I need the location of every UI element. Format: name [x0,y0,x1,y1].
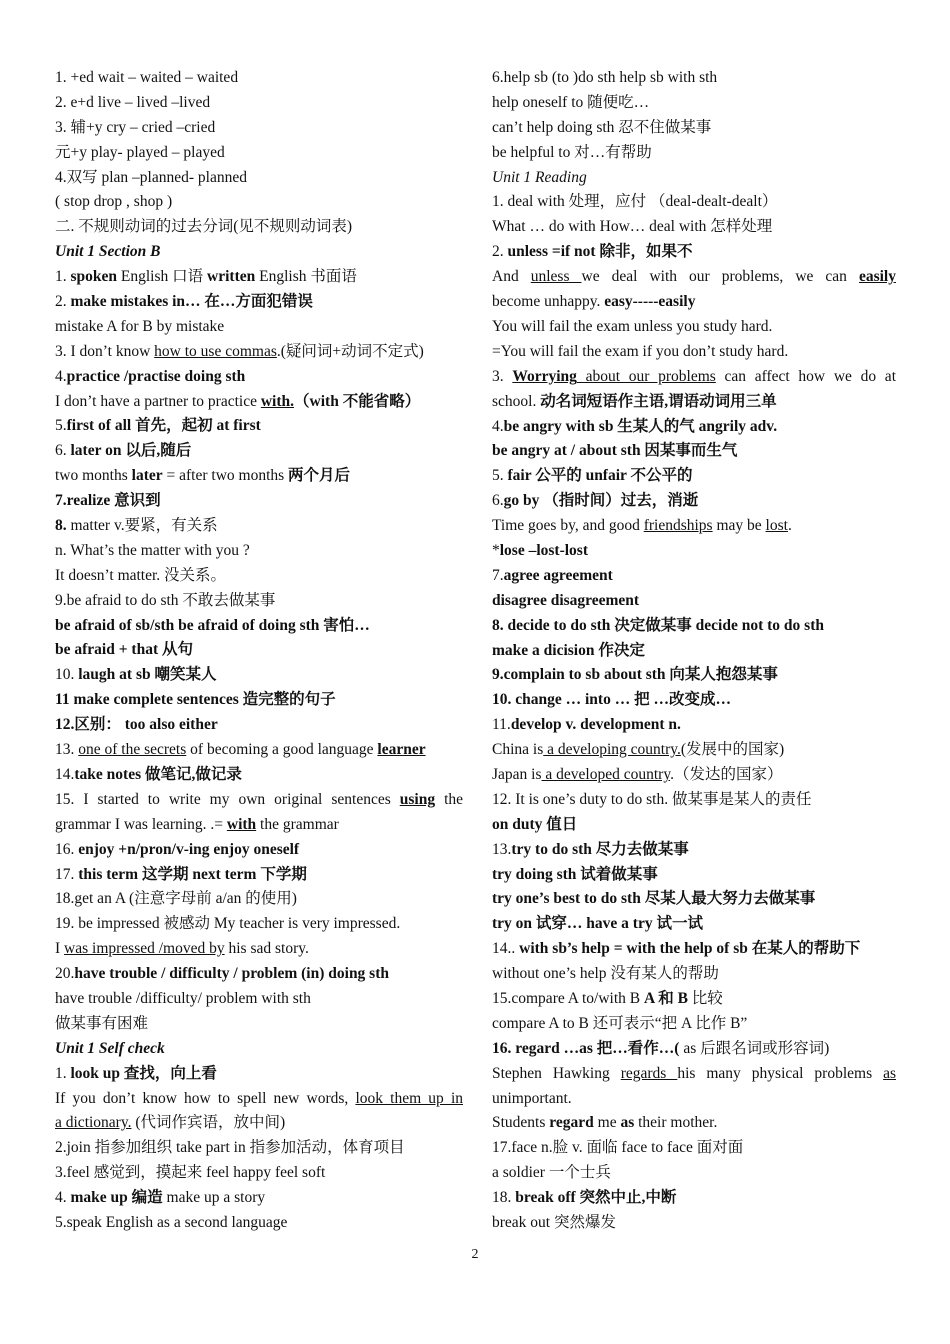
text-run: .(疑问词+动词不定式) [276,342,424,360]
right-line [492,1037,896,1062]
text-run: mistake A for B by mistake [55,317,225,335]
text-run: Stephen Hawking [492,1064,621,1082]
text-run: later on 以后,随后 [70,442,192,460]
text-run: be helpful to 对…有帮助 [492,143,652,161]
right-line [492,589,896,614]
text-run: 9.complain to sb about sth 向某人抱怨某事 [492,666,778,684]
text-run: 12.区别： too also either [55,716,218,734]
text-run: look up 查找，向上看 [70,1064,217,1082]
left-line [55,340,463,365]
right-line [492,663,896,688]
text-run: on duty 值日 [492,815,578,833]
text-run: their mother. [634,1114,718,1132]
right-line [492,639,896,664]
text-run: was impressed /moved by [64,940,225,958]
right-line [492,340,896,365]
right-line [492,688,896,713]
text-run: 14.. [492,940,520,958]
text-run: learner [377,741,426,759]
text-run: break off 突然中止,中断 [515,1189,677,1207]
text-run: lose –lost-lost [499,541,589,559]
text-run: a developing country. [543,741,681,759]
text-run: try on 试穿… have a try 试一试 [492,915,703,933]
text-run: one of the secrets [78,741,187,759]
text-run: 3. I don’t know [55,342,155,360]
text-run: Unit 1 Section B [55,243,161,261]
text-run: enjoy +n/pron/v-ing enjoy oneself [78,840,300,858]
text-run: 6. [492,492,504,510]
text-run: 5. [55,417,67,435]
right-line [492,514,896,539]
left-line [55,962,463,987]
left-line [55,1087,463,1112]
text-run: easy-----easily [604,293,696,311]
left-line [55,738,463,763]
right-line [492,1012,896,1037]
text-run: 11. [492,716,511,734]
left-line [55,414,463,439]
text-run: regard [549,1114,594,1132]
text-run: be afraid + that 从句 [55,641,193,659]
text-run: take notes 做笔记,做记录 [74,765,242,783]
text-run: 2.join 指参加组织 take part in 指参加活动，体育项目 [55,1139,405,1157]
text-run: 1. [55,1064,71,1082]
text-run: Worrying [512,367,577,385]
text-run: as [883,1064,896,1082]
left-line [55,265,463,290]
text-run: 17. [55,865,79,883]
text-run: a dictionary. [55,1114,132,1132]
text-run: =You will fail the exam if you don’t study hard. [492,342,789,360]
text-run: how to use commas [154,342,277,360]
text-run: 12. It is one’s duty to do sth. 做某事是某人的责任 [492,790,812,808]
right-line [492,713,896,738]
right-line [492,290,896,315]
right-line [492,937,896,962]
text-run: 1. deal with 处理，应付 （deal-dealt-dealt） [492,193,778,211]
text-run: 二. 不规则动词的过去分词(见不规则动词表) [55,218,353,236]
text-run: 4. [55,367,67,385]
text-run: I don’t have a partner to practice [55,392,261,410]
text-run: 5. [492,467,508,485]
right-line [492,1062,896,1087]
text-run: Unit 1 Reading [492,168,587,186]
text-run: make mistakes in… 在…方面犯错误 [70,293,313,311]
left-line [55,788,463,813]
text-run: 7. [492,566,504,584]
left-line [55,514,463,539]
text-run: 4. [55,1189,71,1207]
left-line [55,638,463,663]
right-line [492,962,896,987]
left-line [55,589,463,614]
text-run: 7.realize 意识到 [55,492,161,510]
left-line [55,390,463,415]
right-line [492,763,896,788]
text-run: grammar I was learning. .= [55,815,227,833]
page-number: 2 [471,1247,479,1262]
left-line [55,987,463,1012]
text-run: go by （指时间）过去，消逝 [503,492,699,510]
text-run: What … do with How… deal with 怎样处理 [492,218,773,236]
text-run: 元+y play- played – played [55,143,225,161]
text-run: 18. [492,1189,516,1207]
text-run: me [593,1114,621,1132]
text-run: develop v. development n. [510,716,681,734]
text-run: English 口语 [117,268,208,286]
text-run: written [207,268,256,286]
text-run: 2. e+d live – lived –lived [55,93,211,111]
text-run: be angry with sb 生某人的气 angrily adv. [503,417,778,435]
right-column [492,66,896,1236]
right-line [492,315,896,340]
text-run: with sb’s help = with the help of sb 在某人的帮助下 [519,940,861,958]
left-line [55,166,463,191]
text-run: make up 编造 [70,1189,163,1207]
text-run: compare A to B 还可表示“把 A 比作 B” [492,1014,748,1032]
text-run: (代词作宾语，放中间) [131,1114,286,1132]
text-run: try doing sth 试着做某事 [492,865,658,883]
text-run: You will fail the exam unless you study hard. [492,317,773,335]
right-line [492,489,896,514]
text-run: 10. change … into … 把 …改变成… [492,691,731,709]
text-run: .（发达的国家） [670,765,783,783]
text-run: 4. [492,417,504,435]
left-line [55,614,463,639]
text-run: * [492,541,500,559]
text-run: using [399,790,436,808]
text-run: 1. [55,268,71,286]
text-run: 15. I started to write my own original sentences [55,790,400,808]
text-run: 19. be impressed 被感动 My teacher is very impressed. [55,915,401,933]
text-run: 做某事有困难 [55,1014,149,1032]
text-run: . [787,517,792,535]
text-run: 10. [55,666,79,684]
text-run: disagree disagreement [492,591,640,609]
left-line [55,215,463,240]
text-run: 14. [55,765,75,783]
text-run: a developed country [541,765,671,783]
left-line [55,539,463,564]
text-run: spoken [70,268,118,286]
text-run: 6.help sb (to )do sth help sb with sth [492,69,718,86]
text-run: 8. decide to do sth 决定做某事 decide not to do sth [492,616,824,634]
text-run: look them up in [355,1089,463,1107]
text-run: try to do sth 尽力去做某事 [511,840,689,858]
text-run: with [226,815,257,833]
right-line [492,1211,896,1236]
left-line [55,1012,463,1037]
right-line [492,813,896,838]
left-line [55,887,463,912]
right-line [492,464,896,489]
text-run: fair 公平的 unfair 不公平的 [507,467,693,485]
text-run: later [131,467,163,485]
text-run: two months [55,467,132,485]
left-line [55,489,463,514]
text-run: the grammar [256,815,339,833]
text-run: 动名词短语作主语,谓语动词用三单 [540,392,777,410]
text-run: 16. regard …as 把…看作…( [492,1039,680,1057]
text-run: 4.双写 plan –planned- planned [55,168,247,186]
text-run: 18.get an A (注意字母前 a/an 的使用) [55,890,297,908]
left-line [55,688,463,713]
text-run: If you don’t know how to spell new words, [55,1089,356,1107]
left-line [55,190,463,215]
right-line [492,390,896,415]
text-run: be afraid of sb/sth be afraid of doing sth 害怕… [55,616,370,634]
right-line [492,215,896,240]
text-run: China is [492,741,544,759]
text-run: lost [765,517,788,535]
left-line [55,240,463,265]
right-line [492,265,896,290]
left-line [55,365,463,390]
right-line [492,240,896,265]
text-run: friendships [643,517,713,535]
right-line [492,66,896,91]
text-run: we deal with our problems, we can [581,268,859,286]
text-run: 2. [55,293,71,311]
right-line [492,190,896,215]
text-run: 两个月后 [288,467,351,485]
text-run: have trouble / difficulty / problem (in) doing sth [74,965,389,983]
left-line [55,713,463,738]
left-line [55,838,463,863]
left-line [55,663,463,688]
text-run: become unhappy. [492,293,605,311]
text-run: as [620,1114,635,1132]
text-run: as 后跟名词或形容词) [679,1039,830,1057]
right-line [492,1161,896,1186]
left-line [55,912,463,937]
text-run: have trouble /difficulty/ problem with sth [55,989,311,1007]
left-line [55,439,463,464]
text-run: help oneself to 随便吃… [492,93,650,111]
right-line [492,1111,896,1136]
text-run: the [435,790,464,808]
text-run: Students [492,1114,550,1132]
text-run: a soldier 一个士兵 [492,1164,611,1182]
right-line [492,863,896,888]
text-run: of becoming a good language [186,741,378,759]
text-run: I [55,940,65,958]
right-line [492,614,896,639]
left-line [55,1211,463,1236]
text-run: laugh at sb 嘲笑某人 [78,666,217,684]
right-line [492,166,896,191]
text-run: 6. [55,442,71,460]
text-run: 16. [55,840,79,858]
right-line [492,415,896,440]
left-line [55,116,463,141]
text-run: = after two months [162,467,289,485]
text-run: matter v.要紧，有关系 [66,517,218,535]
text-run: be angry at / about sth 因某事而生气 [492,442,738,460]
text-run: agree agreement [503,566,613,584]
text-run: 3. 辅+y cry – cried –cried [55,118,216,136]
text-run: try one’s best to do sth 尽某人最大努力去做某事 [492,890,816,908]
text-run: his sad story. [224,940,309,958]
text-run: 9.be afraid to do sth 不敢去做某事 [55,591,276,609]
right-line [492,91,896,116]
left-line [55,763,463,788]
right-line [492,141,896,166]
text-run: his many physical problems [677,1064,884,1082]
left-line [55,564,463,589]
left-line [55,813,463,838]
text-run: regards [620,1064,678,1082]
text-run: school. [492,392,541,410]
text-run: 17.face n.脸 v. 面临 face to face 面对面 [492,1139,744,1157]
text-run: ( stop drop , shop ) [55,193,173,211]
text-run: make a dicision 作决定 [492,641,645,659]
right-line [492,1136,896,1161]
right-line [492,564,896,589]
text-run: unless [530,268,582,286]
text-run: 5.speak English as a second language [55,1214,288,1231]
left-line [55,1186,463,1211]
left-line [55,1136,463,1161]
text-run: 3.feel 感觉到，摸起来 feel happy feel soft [55,1164,326,1182]
right-line [492,987,896,1012]
text-run: 3. [492,367,513,385]
right-line [492,887,896,912]
right-line [492,539,896,564]
left-line [55,1111,463,1136]
text-run: It doesn’t matter. 没关系。 [55,566,227,584]
right-line [492,1087,896,1112]
text-run: without one’s help 没有某人的帮助 [492,965,719,983]
text-run: 13. [492,840,512,858]
text-run: practice /practise doing sth [66,367,246,385]
left-line [55,290,463,315]
text-run: Japan is [492,765,542,783]
left-line [55,1161,463,1186]
text-run: n. What’s the matter with you ? [55,541,250,559]
left-line [55,1062,463,1087]
text-run: may be [712,517,766,535]
right-line [492,838,896,863]
right-line [492,116,896,141]
text-run: about our problems [576,367,716,385]
text-run: Unit 1 Self check [55,1039,165,1057]
text-run: 1. +ed wait – waited – waited [55,69,239,86]
text-run: And [492,268,531,286]
text-run: this term 这学期 next term 下学期 [78,865,307,883]
text-run: 20. [55,965,75,983]
text-run: 15.compare A to/with B [492,989,644,1007]
right-line [492,788,896,813]
text-run: 比较 [687,989,723,1007]
left-line [55,937,463,962]
text-run: first of all 首先，起初 at first [66,417,261,435]
text-run: 13. [55,741,79,759]
left-line [55,1037,463,1062]
text-run: with. [260,392,295,410]
right-line [492,738,896,763]
left-line [55,863,463,888]
text-run: (发展中的国家) [680,741,785,759]
text-run: can affect how we do at [715,367,896,385]
text-run: 8. [55,517,67,535]
text-run: easily [858,268,896,286]
text-run: 2. [492,243,508,261]
right-line [492,1186,896,1211]
right-line [492,439,896,464]
left-line [55,66,463,91]
text-run: unless =if not 除非，如果不 [507,243,693,261]
left-line [55,141,463,166]
left-line [55,91,463,116]
left-line [55,315,463,340]
text-run: English 书面语 [255,268,357,286]
left-column [55,66,463,1236]
right-line [492,912,896,937]
right-line [492,365,896,390]
text-run: Time goes by, and good [492,517,644,535]
text-run: （with 不能省略） [294,392,421,410]
text-run: unimportant. [492,1089,572,1107]
text-run: 11 make complete sentences 造完整的句子 [55,691,336,709]
text-run: can’t help doing sth 忍不住做某事 [492,118,712,136]
text-run: A 和 B [643,989,688,1007]
left-line [55,464,463,489]
text-run: make up a story [162,1189,266,1207]
text-run: break out 突然爆发 [492,1214,616,1232]
